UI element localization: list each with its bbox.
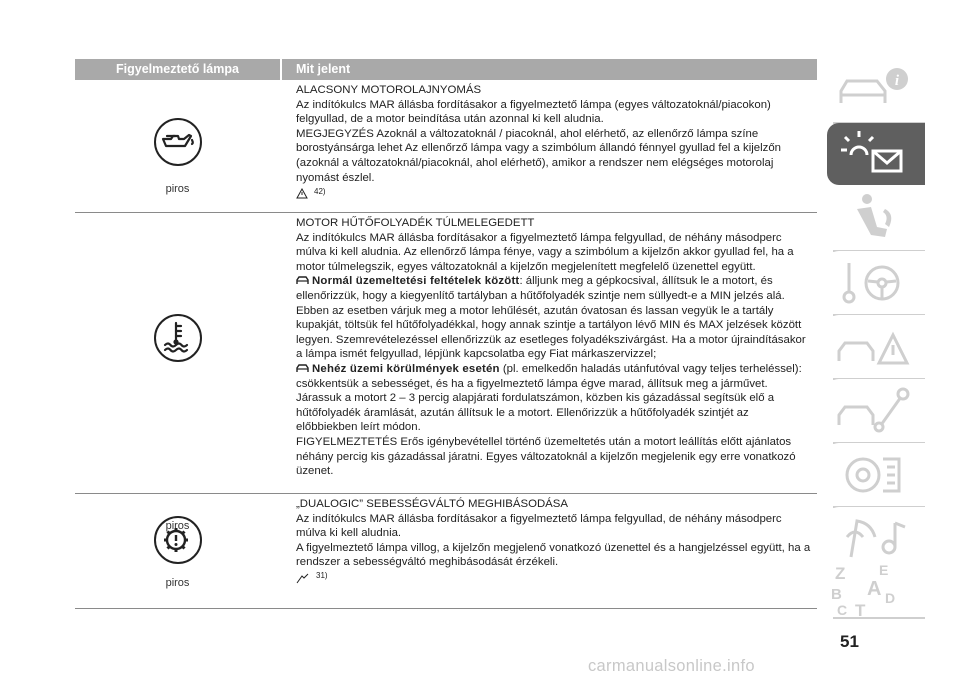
warning-lights-message-icon [827, 123, 925, 185]
warning-reference [296, 185, 813, 199]
meaning-cell [280, 213, 817, 493]
emergency-icon [827, 315, 925, 377]
lamp-color: piros [165, 183, 190, 195]
table-row [75, 80, 817, 213]
index-letter: A [867, 578, 882, 600]
watermark: carmanualsonline.info [588, 657, 755, 675]
caution-hand-icon [296, 573, 310, 584]
row-title: ALACSONY MOTOROLAJNYOMÁS [296, 84, 482, 96]
lamp-cell [75, 213, 280, 532]
note-ref[interactable]: 31) [316, 571, 328, 581]
caution-reference [296, 570, 813, 584]
lamp-color: piros [165, 520, 190, 532]
row-note: MEGJEGYZÉS Azoknál a változatoknál / piacoknál, ahol elérhető, az ellenőrző lámpa színe borostyánsárga lehet Az ellenőrző lámpa vagy a szimbólum állandó fénnyel gyullad fel a kijelzőn (azoknál a változatoknál/piacoknál, ahol elérhető), amikor a rendszer nem elégséges motorolaj nyomást észlel. [296, 127, 782, 184]
index-letter: Z [835, 564, 846, 583]
condition-heavy-text: (pl. emelkedőn haladás utánfutóval vagy teljes terheléssel): csökkentsük a sebességet, és ha a figyelmeztető lámpa égve marad, állítsuk meg a járművet. Járassuk a motort 2 – 3 percig alapjárati fordulatszámon, közben kis gázadással segítsük elő a hűtőfolyadék áramlását, azután állítsuk le a motort. Ellenőrizzük a hűtőfolyadék szintjét az előbbiekben leírt módon. [296, 362, 802, 434]
tab-starting-driving[interactable] [827, 251, 925, 313]
index-letter: T [855, 601, 866, 617]
car-icon [296, 363, 309, 374]
row-text: Az indítókulcs MAR állásba fordításakor a figyelmeztető lámpa felgyullad, de néhány másodperc múlva ki kell aludnia. [296, 512, 782, 540]
lamp-cell [75, 80, 280, 212]
index-letter: D [885, 590, 896, 606]
car-info-icon [827, 59, 925, 121]
condition-normal [296, 274, 813, 362]
lamp-color: piros [165, 577, 190, 589]
row-text: Az indítókulcs MAR állásba fordításakor a figyelmeztető lámpa felgyullad, de néhány másodperc múlva ki kell aludnia. Az ellenőrző lámpa fénye, vagy a szimbólum a kijelzőn akkor gyullad fel, ha a motor túlmelegszik, egyes változatoknál a kijelzőn megjelenített megfelelő üzenettel együtt. [296, 231, 794, 273]
condition-normal-label: Normál üzemeltetési feltételek között [312, 275, 520, 288]
condition-heavy-label: Nehéz üzemi körülmények esetén [312, 362, 500, 375]
starting-driving-icon [827, 251, 925, 313]
index-letter: E [879, 562, 889, 578]
oil-can-icon [151, 118, 207, 174]
header-lamp: Figyelmeztető lámpa [116, 62, 239, 76]
svg-text:i: i [894, 73, 900, 89]
row-text: A figyelmeztető lámpa villog, a kijelzőn megjelenő vonatkozó üzenettel és a hangjelzéssel együtt, ha a rendszer a sebességváltó meghibásodását érzékeli. [296, 541, 811, 569]
tab-technical-data[interactable] [827, 443, 925, 505]
tab-car-info[interactable] [827, 59, 925, 121]
meaning-cell [280, 494, 817, 608]
note-ref[interactable]: 42) [314, 186, 326, 196]
maintenance-icon [827, 379, 925, 441]
lamp-cell [75, 494, 280, 608]
header-meaning: Mit jelent [280, 59, 817, 80]
table-row [75, 494, 817, 609]
car-icon [296, 275, 309, 286]
gearbox-fault-icon [151, 516, 207, 572]
index-letter: B [831, 586, 842, 603]
safety-seat-airbag-icon [827, 187, 925, 249]
tab-safety[interactable] [827, 187, 925, 249]
warning-lights-table [75, 59, 817, 609]
technical-data-icon [827, 443, 925, 505]
row-text: Az indítókulcs MAR állásba fordításakor a figyelmeztető lámpa (egyes változatoknál/piacokon) felgyullad, de a motor beindítása után azonnal ki kell aludnia. [296, 98, 771, 126]
page-number: 51 [840, 632, 859, 651]
tab-maintenance[interactable] [827, 379, 925, 441]
coolant-temperature-icon [151, 314, 207, 370]
row-title: MOTOR HŰTŐFOLYADÉK TÚLMELEGEDETT [296, 217, 535, 229]
index-letter: C [837, 602, 848, 617]
row-title: „DUALOGIC” SEBESSÉGVÁLTÓ MEGHIBÁSODÁSA [296, 498, 568, 510]
warning-triangle-icon [296, 188, 308, 199]
tab-warning-lights[interactable] [827, 123, 925, 185]
condition-heavy [296, 362, 813, 435]
tab-emergency[interactable] [827, 315, 925, 377]
index-icon [827, 559, 925, 617]
table-header [75, 59, 817, 80]
tab-index[interactable] [827, 559, 925, 617]
condition-normal-text: : álljunk meg a gépkocsival, állítsuk le a motort, és ellenőrizzük, hogy a kiegyenlítő tartályban a hűtőfolyadék szintje nem süllyedt-e a MIN jelzés alá. Ebben az esetben várjuk meg a motor lehűlését, azután óvatosan és lassan vegyük le a tartály kupakját, töltsük fel hűtőfolyadékkal, hogy annak szintje a tartályon lévő MIN és MAX jelzések között legyen. Szemrevételezéssel ellenőrizzük az esetleges folyadékszivárgást. Ha a motor újraindításakor a lámpa ismét felgyullad, lépjünk kapcsolatba egy Fiat márkaszervizzel; [296, 275, 806, 361]
row-warning: FIGYELMEZTETÉS Erős igénybevétellel történő üzemeltetés után a motort leállítás előtt ajánlatos néhány percig kis gázadással járatni. Egyes változatoknál a kijelzőn megjelenik egy erre vonatkozó üzenet. [296, 435, 796, 478]
meaning-cell [280, 80, 817, 212]
